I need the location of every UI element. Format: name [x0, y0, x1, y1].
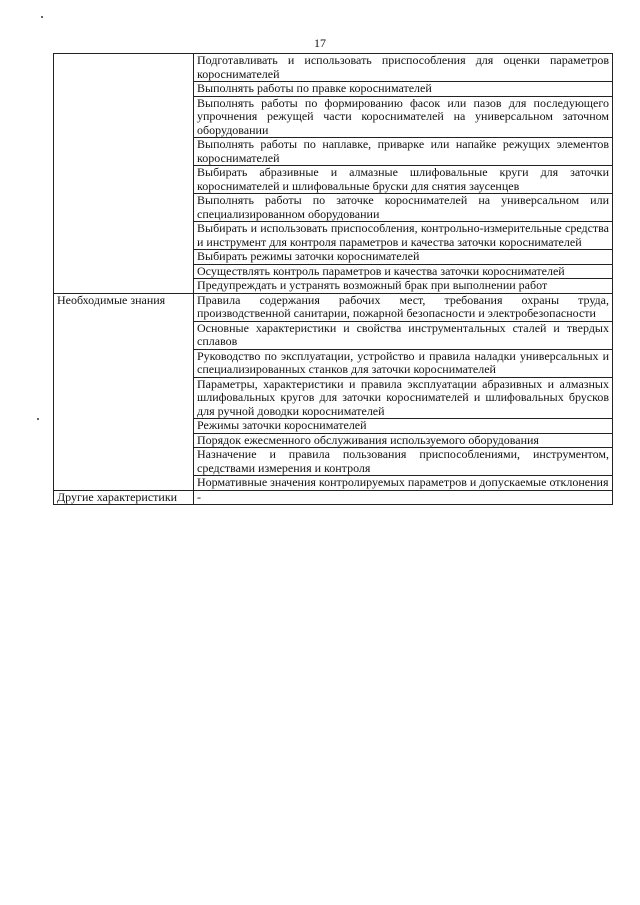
row-item-text: Назначение и правила пользования приспособлениями, инструментом, средствами измерения и контроля [194, 448, 613, 476]
row-item-text: Выполнять работы по заточке короснимателей на универсальном или специализированном оборудовании [194, 194, 613, 222]
row-item-text: Выполнять работы по формированию фасок или пазов для последующего упрочнения режущей части короснимателей на универсальном заточном оборудовании [194, 96, 613, 138]
row-item-text: Правила содержания рабочих мест, требования охраны труда, производственной санитарии, пожарной безопасности и электробезопасности [194, 293, 613, 321]
requirements-table-body [54, 54, 613, 505]
row-item-text: Нормативные значения контролируемых параметров и допускаемые отклонения [194, 476, 613, 491]
margin-mark-left [37, 418, 39, 420]
row-item-text: Порядок ежесменного обслуживания используемого оборудования [194, 433, 613, 448]
row-label: Необходимые знания [54, 293, 194, 490]
row-item-text: Руководство по эксплуатации, устройство и правила наладки универсальных и специализированных станков для заточки короснимателей [194, 349, 613, 377]
row-item-text: Осуществлять контроль параметров и качества заточки короснимателей [194, 264, 613, 279]
page-number: 17 [314, 36, 326, 50]
requirements-table [53, 53, 613, 505]
row-label: Другие характеристики [54, 490, 194, 505]
row-label [54, 54, 194, 294]
row-item-text: Выполнять работы по наплавке, приварке или напайке режущих элементов короснимателей [194, 138, 613, 166]
row-item-text: - [194, 490, 613, 505]
row-item-text: Выбирать абразивные и алмазные шлифовальные круги для заточки короснимателей и шлифовальные бруски для снятия заусенцев [194, 166, 613, 194]
row-item-text: Режимы заточки короснимателей [194, 419, 613, 434]
table-row [54, 490, 613, 505]
table-row [54, 54, 613, 82]
row-item-text: Предупреждать и устранять возможный брак при выполнении работ [194, 279, 613, 294]
row-item-text: Параметры, характеристики и правила эксплуатации абразивных и алмазных шлифовальных кругов для заточки короснимателей и шлифовальных брусков для ручной доводки короснимателей [194, 377, 613, 419]
table-row [54, 293, 613, 321]
row-item-text: Выбирать и использовать приспособления, контрольно-измерительные средства и инструмент для контроля параметров и качества заточки короснимателей [194, 222, 613, 250]
row-item-text: Выбирать режимы заточки короснимателей [194, 250, 613, 265]
row-item-text: Выполнять работы по правке короснимателей [194, 82, 613, 97]
row-item-text: Основные характеристики и свойства инструментальных сталей и твердых сплавов [194, 321, 613, 349]
margin-mark-top [41, 16, 43, 18]
row-item-text: Подготавливать и использовать приспособления для оценки параметров короснимателей [194, 54, 613, 82]
